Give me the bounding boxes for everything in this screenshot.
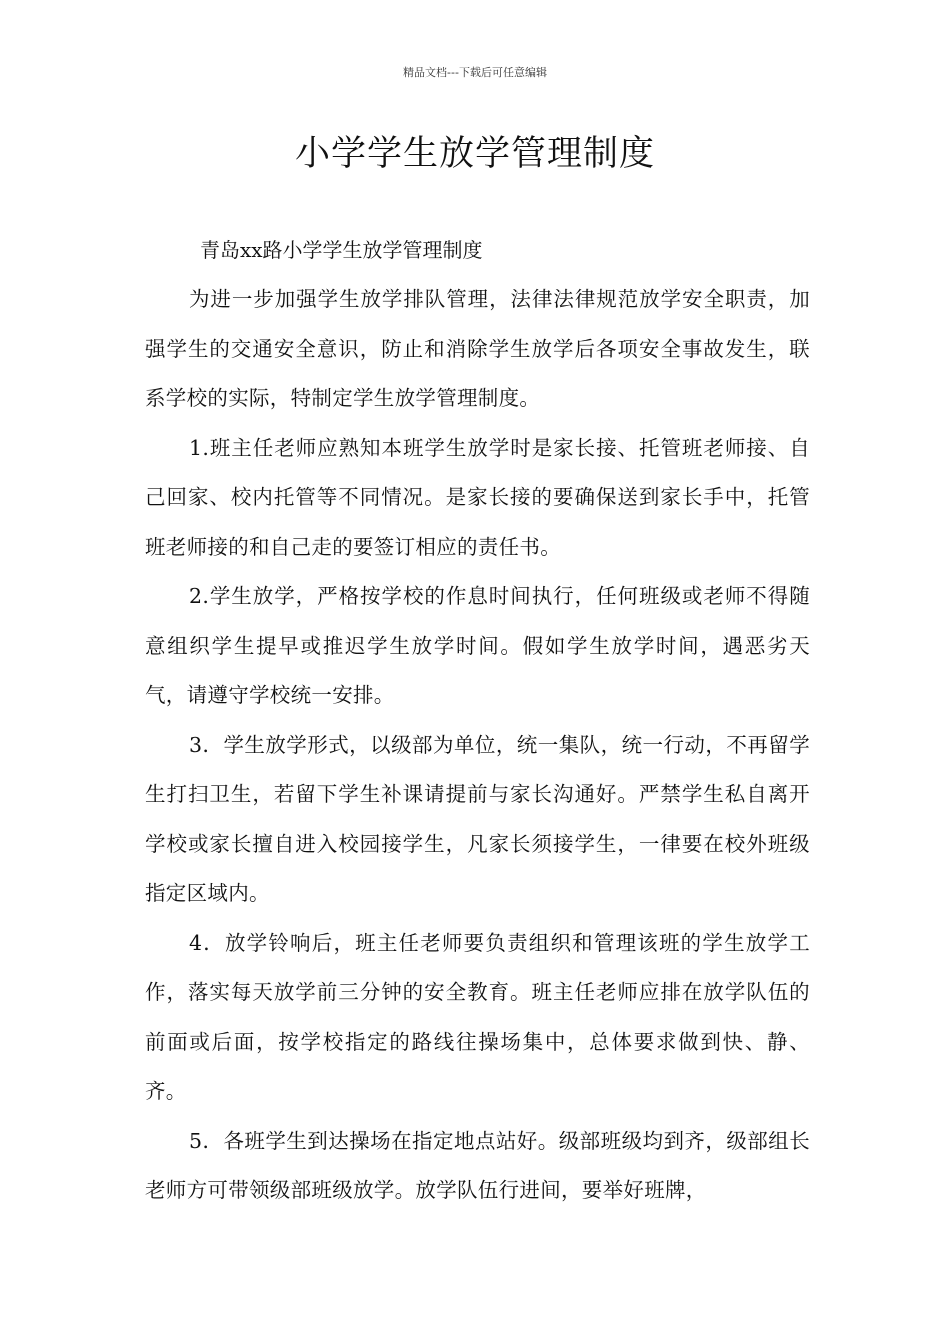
paragraph-item-2: 2.学生放学，严格按学校的作息时间执行，任何班级或老师不得随意组织学生提早或推迟学生放学时间。假如学生放学时间，遇恶劣天气，请遵守学校统一安排。 — [145, 584, 810, 707]
document-body — [145, 226, 810, 1216]
paragraph-item-5: 5．各班学生到达操场在指定地点站好。级部班级均到齐，级部组长老师方可带领级部班级放学。放学队伍行进间，要举好班牌， — [145, 1128, 810, 1202]
document-subtitle: 青岛xx路小学学生放学管理制度 — [200, 238, 483, 262]
paragraph-item-1: 1.班主任老师应熟知本班学生放学时是家长接、托管班老师接、自己回家、校内托管等不同情况。是家长接的要确保送到家长手中，托管班老师接的和自己走的要签订相应的责任书。 — [145, 435, 810, 559]
document-title: 小学学生放学管理制度 — [294, 134, 655, 174]
paragraph-item-4: 4．放学铃响后，班主任老师要负责组织和管理该班的学生放学工作，落实每天放学前三分钟的安全教育。班主任老师应排在放学队伍的前面或后面，按学校指定的路线往操场集中，总体要求做到快、静、齐。 — [145, 930, 810, 1103]
paragraph-item-3: 3．学生放学形式，以级部为单位，统一集队，统一行动，不再留学生打扫卫生，若留下学生补课请提前与家长沟通好。严禁学生私自离开学校或家长擅自进入校园接学生，凡家长须接学生，一律要在校外班级指定区域内。 — [145, 732, 810, 905]
page-header-note: 精品文档---下载后可任意编辑 — [403, 66, 547, 79]
paragraph-intro: 为进一步加强学生放学排队管理，法律法律规范放学安全职责，加强学生的交通安全意识，防止和消除学生放学后各项安全事故发生，联系学校的实际，特制定学生放学管理制度。 — [145, 287, 810, 410]
